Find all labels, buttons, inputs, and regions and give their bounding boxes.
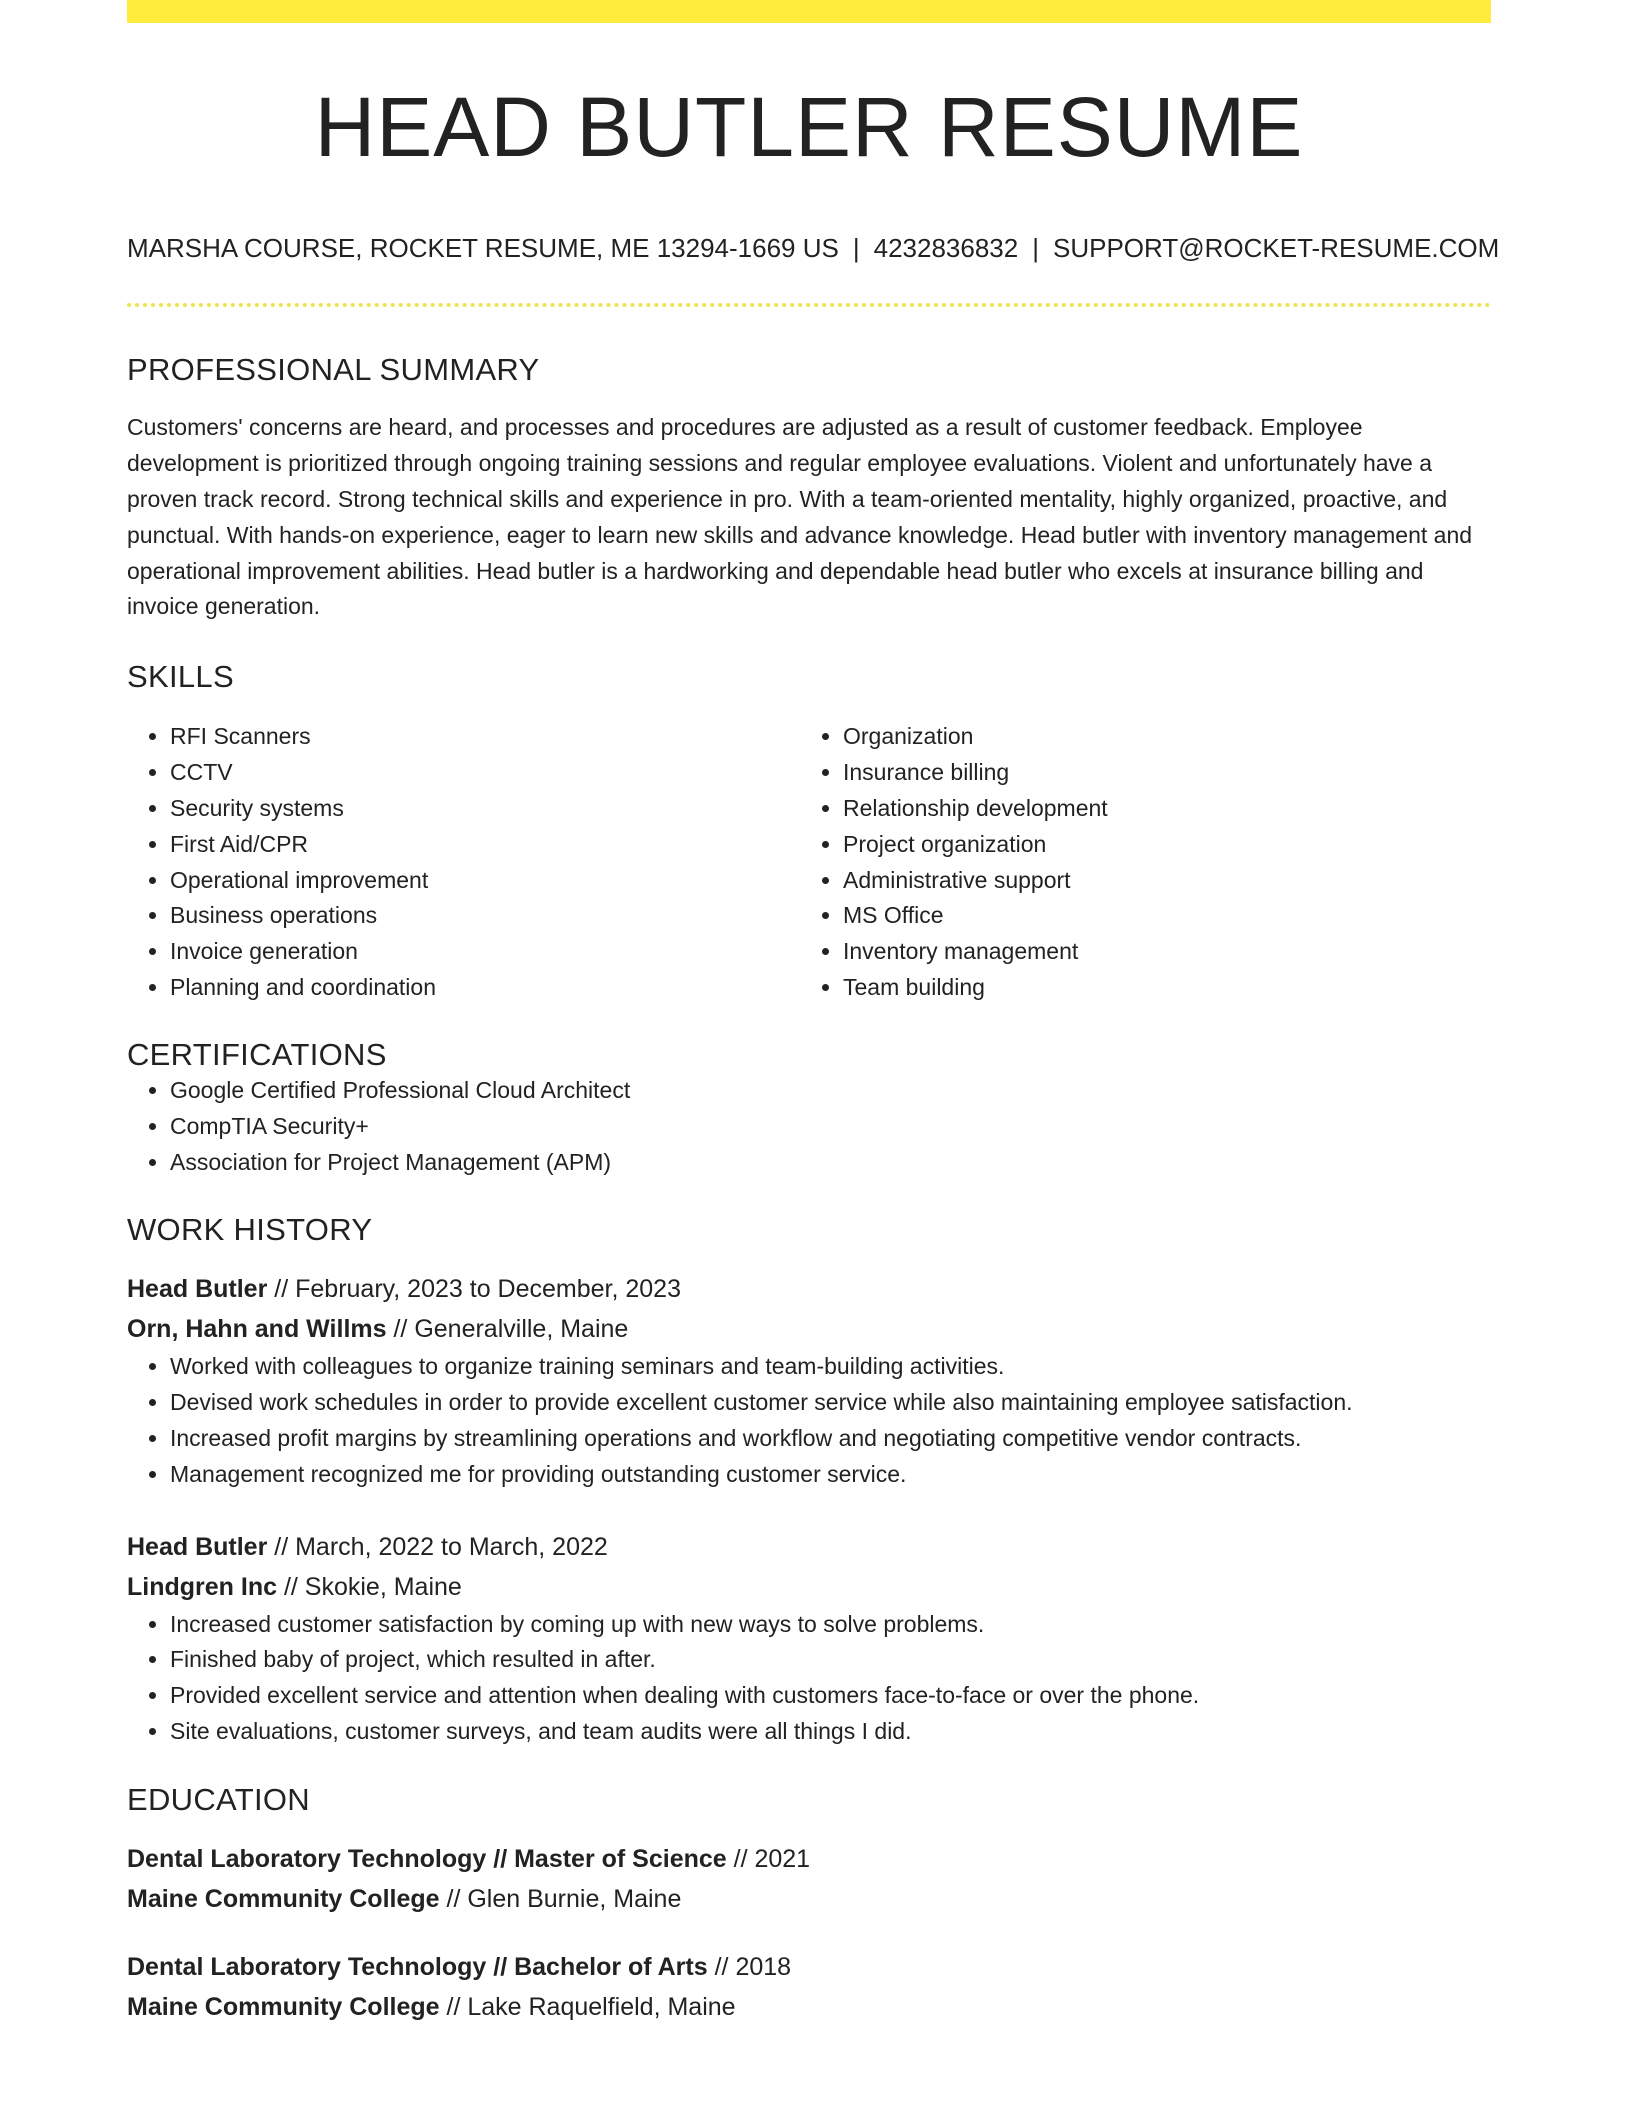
skill-item: • Operational improvement: [170, 863, 800, 899]
job-dates: March, 2022 to March, 2022: [295, 1532, 608, 1561]
skills-column-right: [800, 719, 1473, 1005]
skill-item: • RFI Scanners: [170, 719, 800, 755]
job-duty: • Devised work schedules in order to provide excellent customer service while also maintaining employee satisfaction.: [170, 1385, 1491, 1421]
section-heading-skills: SKILLS: [127, 659, 234, 695]
skill-item: • Business operations: [170, 898, 800, 934]
job-duties-list: [127, 1349, 1491, 1492]
skill-item: • Security systems: [170, 791, 800, 827]
job-title: Head Butler: [127, 1532, 268, 1561]
contact-separator: |: [852, 233, 860, 263]
separator: //: [267, 1532, 296, 1561]
separator: //: [386, 1315, 415, 1344]
job-duties-list: [127, 1607, 1491, 1750]
job-title-line: [127, 1527, 1491, 1567]
separator: //: [439, 1993, 468, 2022]
certification-item: • CompTIA Security+: [170, 1109, 1491, 1145]
education-year: 2018: [735, 1953, 792, 1982]
skill-item: • Planning and coordination: [170, 970, 800, 1006]
job-location: Generalville, Maine: [414, 1315, 629, 1344]
job-duty: • Finished baby of project, which resulted in after.: [170, 1642, 1491, 1678]
skills-column-left: [127, 719, 800, 1005]
certification-list: [127, 1073, 1491, 1180]
education-location: Glen Burnie, Maine: [467, 1885, 682, 1914]
contact-line: [127, 233, 1500, 264]
skill-item: • MS Office: [843, 898, 1473, 934]
education-location: Lake Raquelfield, Maine: [467, 1993, 736, 2022]
skill-item: • Inventory management: [843, 934, 1473, 970]
job-duty: • Increased customer satisfaction by coming up with new ways to solve problems.: [170, 1607, 1491, 1643]
separator: //: [267, 1275, 296, 1304]
education-school-line: [127, 1879, 1491, 1919]
contact-phone: 4232836832: [873, 233, 1019, 263]
education-school-line: [127, 1987, 1491, 2027]
skill-item: • Insurance billing: [843, 755, 1473, 791]
section-heading-education: EDUCATION: [127, 1781, 310, 1817]
resume-page: [127, 0, 1500, 2027]
job-duty: • Increased profit margins by streamlining operations and workflow and negotiating competitive vendor contracts.: [170, 1421, 1491, 1457]
job-duty: • Site evaluations, customer surveys, and team audits were all things I did.: [170, 1714, 1491, 1750]
skill-item: • Relationship development: [843, 791, 1473, 827]
dotted-divider: [127, 303, 1491, 307]
job-duty: • Management recognized me for providing outstanding customer service.: [170, 1457, 1491, 1493]
skill-item: • Organization: [843, 719, 1473, 755]
job-duty: • Worked with colleagues to organize training seminars and team-building activities.: [170, 1349, 1491, 1385]
accent-bar: [127, 0, 1491, 23]
skill-item: • Administrative support: [843, 863, 1473, 899]
skill-item: • First Aid/CPR: [170, 827, 800, 863]
separator: //: [439, 1885, 468, 1914]
job-duty: • Provided excellent service and attention when dealing with customers face-to-face or over the phone.: [170, 1678, 1491, 1714]
education-degree-line: [127, 1947, 1491, 1987]
skill-item: • Invoice generation: [170, 934, 800, 970]
skill-item: • CCTV: [170, 755, 800, 791]
job-title-line: [127, 1269, 1491, 1309]
contact-email: SUPPORT@ROCKET-RESUME.COM: [1053, 233, 1500, 263]
certification-item: • Google Certified Professional Cloud Architect: [170, 1073, 1491, 1109]
summary-text: Customers' concerns are heard, and processes and procedures are adjusted as a result of customer feedback. Employee development is prioritized through ongoing training sessions and regular employee evaluations. Violent and unfortunately have a proven track record. Strong technical skills and experience in pro. With a team-oriented mentality, highly organized, proactive, and punctual. With hands-on experience, eager to learn new skills and advance knowledge. Head butler with inventory management and operational improvement abilities. Head butler is a hardworking and dependable head butler who excels at insurance billing and invoice generation.: [127, 414, 1473, 620]
job-company: Orn, Hahn and Willms: [127, 1315, 387, 1344]
job-company-line: [127, 1567, 1491, 1607]
contact-address: MARSHA COURSE, ROCKET RESUME, ME 13294-1669 US: [127, 233, 839, 263]
section-heading-certifications: CERTIFICATIONS: [127, 1036, 387, 1072]
education-degree-line: [127, 1839, 1491, 1879]
education-year: 2021: [754, 1845, 811, 1874]
separator: //: [277, 1572, 305, 1601]
job-dates: February, 2023 to December, 2023: [295, 1275, 681, 1304]
skills-grid: [127, 719, 1491, 1005]
skill-item: • Team building: [843, 970, 1473, 1006]
skill-item: • Project organization: [843, 827, 1473, 863]
job-company-line: [127, 1309, 1491, 1349]
job-title: Head Butler: [127, 1275, 268, 1304]
education-degree: Dental Laboratory Technology // Master of Science: [127, 1845, 727, 1874]
education-school: Maine Community College: [127, 1993, 440, 2022]
resume-title: HEAD BUTLER RESUME: [314, 80, 1304, 174]
section-heading-work-history: WORK HISTORY: [127, 1212, 373, 1248]
separator: //: [726, 1845, 755, 1874]
education-school: Maine Community College: [127, 1885, 440, 1914]
separator: //: [707, 1953, 736, 1982]
section-heading-summary: PROFESSIONAL SUMMARY: [127, 352, 540, 388]
certification-item: • Association for Project Management (APM): [170, 1145, 1491, 1181]
contact-separator: |: [1032, 233, 1039, 263]
job-company: Lindgren Inc: [127, 1572, 277, 1601]
education-degree: Dental Laboratory Technology // Bachelor of Arts: [127, 1953, 708, 1982]
job-location: Skokie, Maine: [304, 1572, 462, 1601]
